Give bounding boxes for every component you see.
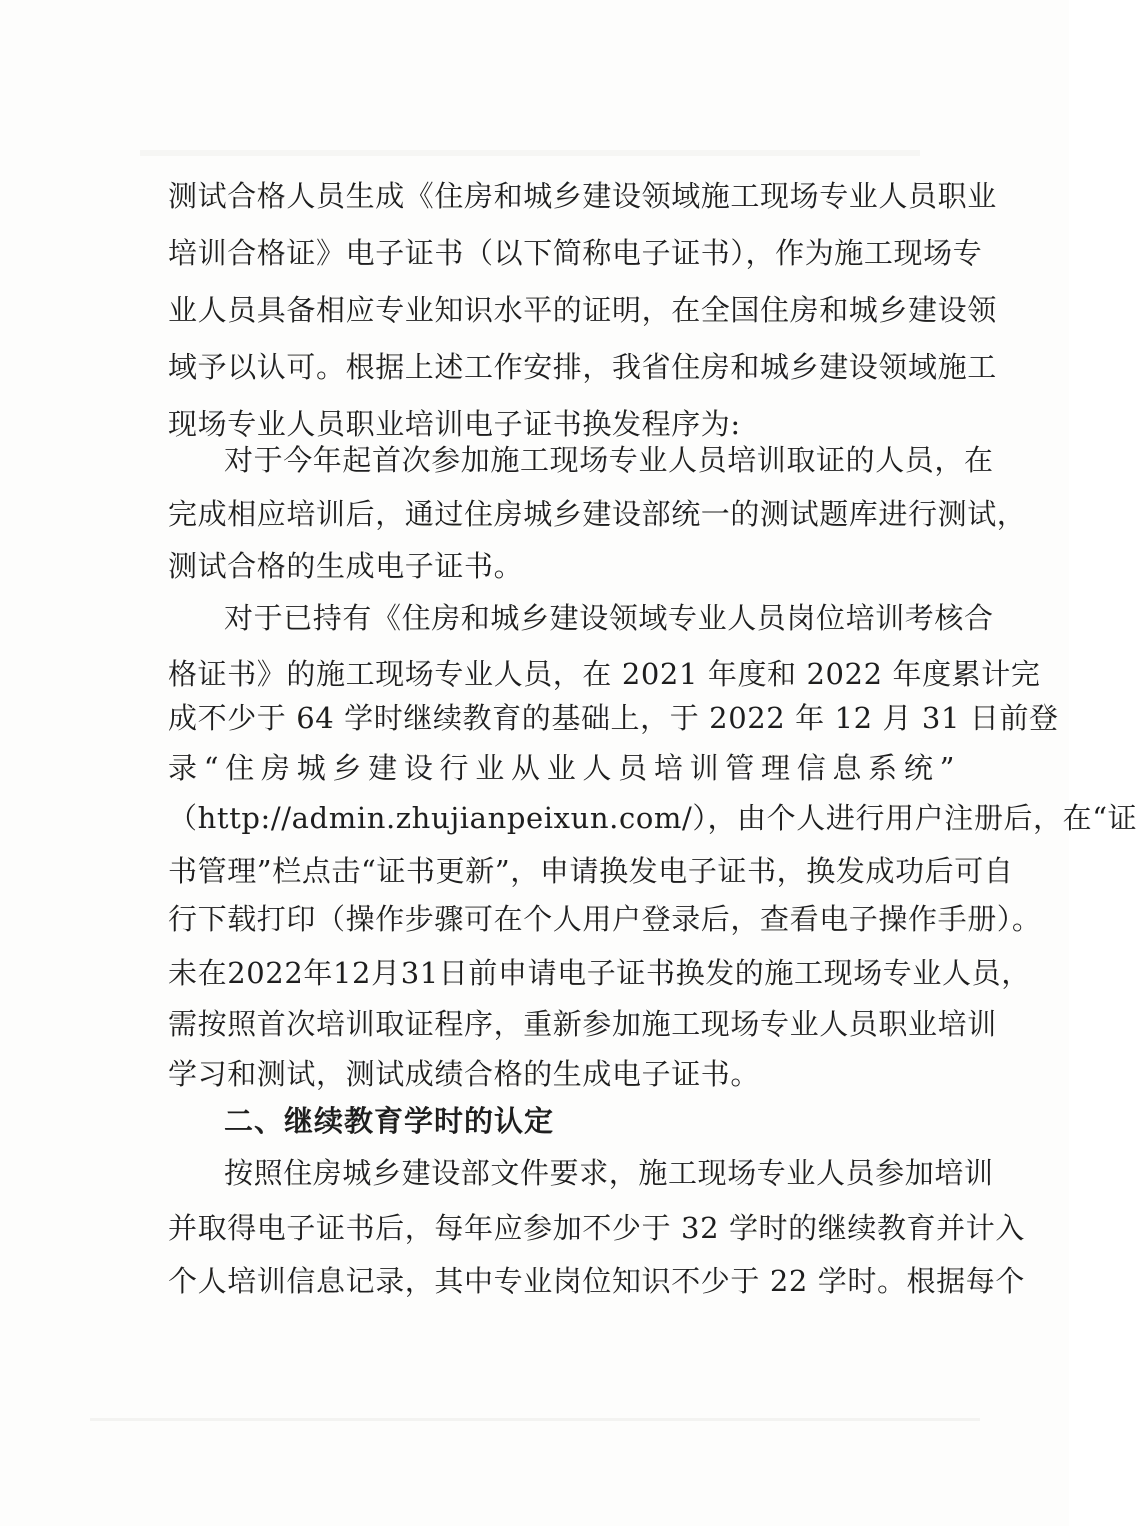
paragraph-line: （http://admin.zhujianpeixun.com/），由个人进行用户注册后，在“证: [168, 801, 1137, 835]
paragraph-line: 成不少于 64 学时继续教育的基础上，于 2022 年 12 月 31 日前登: [168, 701, 1059, 735]
paragraph-line: 需按照首次培训取证程序，重新参加施工现场专业人员职业培训: [168, 1007, 997, 1041]
paragraph-line: 学习和测试，测试成绩合格的生成电子证书。: [168, 1057, 761, 1091]
paragraph-line: 业人员具备相应专业知识水平的证明，在全国住房和城乡建设领: [168, 293, 997, 327]
paragraph-line: 对于今年起首次参加施工现场专业人员培训取证的人员，在: [224, 443, 994, 477]
paragraph-line: 并取得电子证书后，每年应参加不少于 32 学时的继续教育并计入: [168, 1211, 1025, 1245]
paragraph-line: 域予以认可。根据上述工作安排，我省住房和城乡建设领域施工: [168, 350, 997, 384]
paragraph-line: 个人培训信息记录，其中专业岗位知识不少于 22 学时。根据每个: [168, 1264, 1025, 1298]
paragraph-line: 对于已持有《住房和城乡建设领域专业人员岗位培训考核合: [224, 601, 994, 635]
paragraph-line: 未在2022年12月31日前申请电子证书换发的施工现场专业人员，: [168, 956, 1031, 990]
paragraph-line: 测试合格的生成电子证书。: [168, 549, 524, 583]
paragraph-line: 完成相应培训后，通过住房城乡建设部统一的测试题库进行测试，: [168, 497, 1027, 531]
paragraph-line: 现场专业人员职业培训电子证书换发程序为:: [168, 407, 741, 441]
paragraph-line: 培训合格证》电子证书（以下简称电子证书），作为施工现场专: [168, 236, 983, 270]
paragraph-line: 书管理”栏点击“证书更新”，申请换发电子证书，换发成功后可自: [168, 854, 1014, 888]
section-heading: 二、继续教育学时的认定: [224, 1104, 555, 1138]
paragraph-line: 测试合格人员生成《住房和城乡建设领域施工现场专业人员职业: [168, 179, 997, 213]
paragraph-line: 格证书》的施工现场专业人员，在 2021 年度和 2022 年度累计完: [168, 657, 1041, 691]
paragraph-line: 行下载打印（操作步骤可在个人用户登录后，查看电子操作手册）。: [168, 902, 1042, 936]
document-body: [168, 0, 1137, 1526]
paragraph-line: 录“住房城乡建设行业从业人员培训管理信息系统”: [168, 751, 955, 785]
paragraph-line: 按照住房城乡建设部文件要求，施工现场专业人员参加培训: [224, 1156, 994, 1190]
